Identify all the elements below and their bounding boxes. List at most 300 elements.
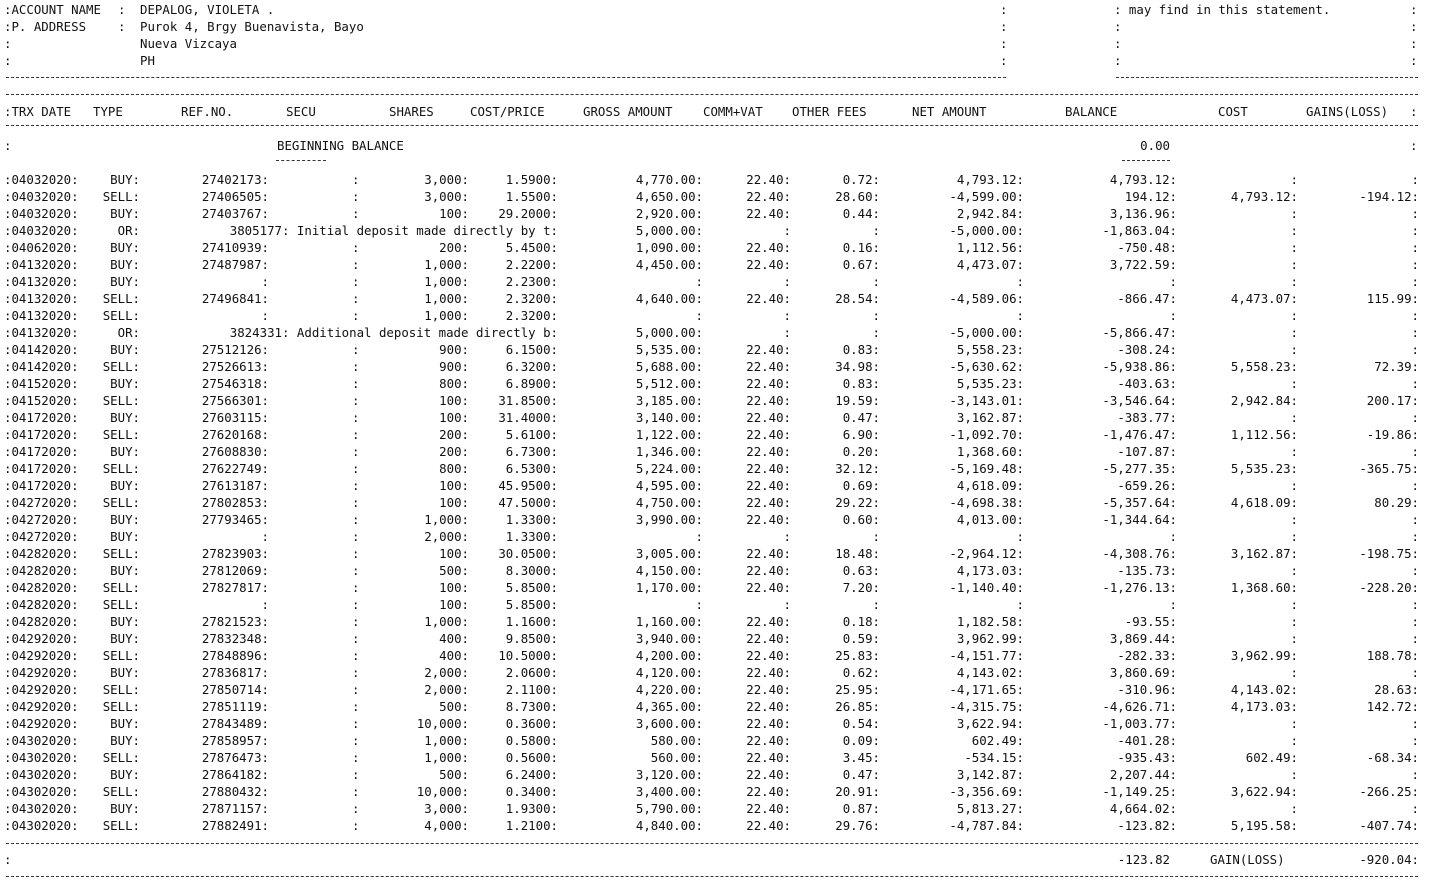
cell-net-amount: : xyxy=(1016,308,1024,323)
cell-balance: : xyxy=(1169,529,1177,544)
cell-balance: -1,863.04: xyxy=(1102,223,1177,238)
cell-gross-amount: 5,688.00: xyxy=(635,359,703,374)
table-row xyxy=(0,358,1430,375)
cell-balance: -107.87: xyxy=(1117,444,1177,459)
cell-cost: : xyxy=(1290,597,1298,612)
cell-trx-type: SELL: xyxy=(102,189,140,204)
table-row xyxy=(0,647,1430,664)
cell-ref-no: 27858957: xyxy=(201,733,269,748)
table-row xyxy=(0,443,1430,460)
cell-other-fees: 0.87: xyxy=(842,801,880,816)
cell-shares: 900: xyxy=(439,342,469,357)
cell-cost-price: 6.5300: xyxy=(505,461,558,476)
cell-shares: 800: xyxy=(439,376,469,391)
colon: : xyxy=(1410,53,1418,68)
cell-ref-no: 27613187: xyxy=(201,478,269,493)
colon: : xyxy=(1410,2,1418,17)
cell-gains-loss: : xyxy=(1411,444,1419,459)
cell-shares: 1,000: xyxy=(424,291,469,306)
table-row xyxy=(0,800,1430,817)
cell-ref-no: 27827817: xyxy=(201,580,269,595)
cell-other-fees: : xyxy=(872,274,880,289)
cell-shares: 400: xyxy=(439,631,469,646)
cell-comm-vat: 22.40: xyxy=(746,699,791,714)
divider xyxy=(1116,77,1418,78)
cell-comm-vat: 22.40: xyxy=(746,410,791,425)
cell-cost-price: 2.2200: xyxy=(505,257,558,272)
cell-other-fees: 25.95: xyxy=(835,682,880,697)
cell-ref-no: 27546318: xyxy=(201,376,269,391)
colon: : xyxy=(1114,53,1122,68)
cell-gross-amount: : xyxy=(695,308,703,323)
cell-trx-type: SELL: xyxy=(102,393,140,408)
cell-other-fees: 28.54: xyxy=(835,291,880,306)
table-row xyxy=(0,290,1430,307)
cell-cost: : xyxy=(1290,257,1298,272)
cell-secu: : xyxy=(352,767,360,782)
cell-trx-date: :04172020: xyxy=(4,461,79,476)
cell-ref-no: 27821523: xyxy=(201,614,269,629)
cell-balance: 3,860.69: xyxy=(1109,665,1177,680)
cell-secu: : xyxy=(352,801,360,816)
cell-balance: -1,344.64: xyxy=(1102,512,1177,527)
cell-gross-amount: 3,990.00: xyxy=(635,512,703,527)
beginning-balance-value: 0.00 xyxy=(1140,138,1170,153)
cell-cost: 4,793.12: xyxy=(1230,189,1298,204)
cell-balance: -403.63: xyxy=(1117,376,1177,391)
col-secu: SECU xyxy=(286,104,316,119)
cell-cost-price: 6.1500: xyxy=(505,342,558,357)
cell-gross-amount: 4,770.00: xyxy=(635,172,703,187)
cell-net-amount: -4,599.00: xyxy=(949,189,1024,204)
cell-net-amount: -5,000.00: xyxy=(949,223,1024,238)
cell-shares: 100: xyxy=(439,546,469,561)
table-row xyxy=(0,749,1430,766)
cell-trx-type: BUY: xyxy=(110,512,140,527)
cell-secu: : xyxy=(352,410,360,425)
divider xyxy=(6,843,1418,844)
colon: : xyxy=(4,138,12,153)
cell-gains-loss: -407.74: xyxy=(1359,818,1419,833)
cell-ref-no: 3824331: Additional deposit made directly b: xyxy=(229,325,558,340)
cell-ref-no: 27882491: xyxy=(201,818,269,833)
cell-comm-vat: 22.40: xyxy=(746,478,791,493)
cell-other-fees: 0.83: xyxy=(842,376,880,391)
cell-net-amount: 4,013.00: xyxy=(956,512,1024,527)
cell-ref-no: 27512126: xyxy=(201,342,269,357)
cell-gross-amount: 4,450.00: xyxy=(635,257,703,272)
cell-other-fees: 0.62: xyxy=(842,665,880,680)
cell-shares: 4,000: xyxy=(424,818,469,833)
cell-other-fees: 25.83: xyxy=(835,648,880,663)
cell-comm-vat: 22.40: xyxy=(746,716,791,731)
cell-net-amount: 4,793.12: xyxy=(956,172,1024,187)
cell-gains-loss: : xyxy=(1411,325,1419,340)
cell-gains-loss: : xyxy=(1411,206,1419,221)
cell-secu: : xyxy=(352,546,360,561)
cell-gross-amount: 4,120.00: xyxy=(635,665,703,680)
cell-secu: : xyxy=(352,376,360,391)
cell-secu: : xyxy=(352,733,360,748)
cell-comm-vat: 22.40: xyxy=(746,750,791,765)
colon: : xyxy=(1000,36,1008,51)
cell-other-fees: 0.69: xyxy=(842,478,880,493)
colon: : xyxy=(4,36,12,51)
cell-cost: : xyxy=(1290,206,1298,221)
cell-net-amount: 1,368.60: xyxy=(956,444,1024,459)
cell-balance: -310.96: xyxy=(1117,682,1177,697)
statement-note: : may find in this statement. xyxy=(1114,2,1331,17)
cell-cost-price: 1.1600: xyxy=(505,614,558,629)
cell-net-amount: 3,622.94: xyxy=(956,716,1024,731)
colon: : xyxy=(1114,36,1122,51)
cell-ref-no: 27793465: xyxy=(201,512,269,527)
cell-secu: : xyxy=(352,716,360,731)
address-line-3: PH xyxy=(140,53,155,68)
cell-comm-vat: 22.40: xyxy=(746,784,791,799)
cell-trx-type: SELL: xyxy=(102,682,140,697)
cell-balance: 2,207.44: xyxy=(1109,767,1177,782)
table-row xyxy=(0,477,1430,494)
divider xyxy=(6,876,1418,877)
cell-comm-vat: 22.40: xyxy=(746,189,791,204)
cell-secu: : xyxy=(352,631,360,646)
table-row xyxy=(0,732,1430,749)
cell-cost-price: 29.2000: xyxy=(498,206,558,221)
column-header-row xyxy=(0,103,1430,120)
cell-gains-loss: : xyxy=(1411,614,1419,629)
cell-other-fees: 0.16: xyxy=(842,240,880,255)
cell-gains-loss: : xyxy=(1411,801,1419,816)
cell-ref-no: : xyxy=(261,308,269,323)
table-row xyxy=(0,528,1430,545)
cell-net-amount: 2,942.84: xyxy=(956,206,1024,221)
cell-trx-date: :04132020: xyxy=(4,308,79,323)
cell-comm-vat: 22.40: xyxy=(746,461,791,476)
cell-gross-amount: 3,140.00: xyxy=(635,410,703,425)
cell-shares: 100: xyxy=(439,495,469,510)
cell-shares: 2,000: xyxy=(424,682,469,697)
cell-cost-price: 30.0500: xyxy=(498,546,558,561)
cell-secu: : xyxy=(352,427,360,442)
cell-gains-loss: -228.20: xyxy=(1359,580,1419,595)
cell-net-amount: -4,315.75: xyxy=(949,699,1024,714)
cell-other-fees: : xyxy=(872,529,880,544)
cell-ref-no: 27620168: xyxy=(201,427,269,442)
cell-shares: 200: xyxy=(439,427,469,442)
cell-other-fees: 0.59: xyxy=(842,631,880,646)
cell-trx-type: BUY: xyxy=(110,665,140,680)
cell-secu: : xyxy=(352,206,360,221)
cell-gross-amount: 4,200.00: xyxy=(635,648,703,663)
cell-ref-no: 27802853: xyxy=(201,495,269,510)
cell-cost: : xyxy=(1290,325,1298,340)
cell-gains-loss: : xyxy=(1411,631,1419,646)
cell-gains-loss: : xyxy=(1411,512,1419,527)
cell-ref-no: 27823903: xyxy=(201,546,269,561)
cell-ref-no: 27496841: xyxy=(201,291,269,306)
cell-balance: 3,722.59: xyxy=(1109,257,1177,272)
cell-gains-loss: 72.39: xyxy=(1374,359,1419,374)
cell-other-fees: 0.18: xyxy=(842,614,880,629)
cell-gains-loss: : xyxy=(1411,597,1419,612)
cell-trx-date: :04142020: xyxy=(4,342,79,357)
cell-trx-type: SELL: xyxy=(102,818,140,833)
cell-trx-type: BUY: xyxy=(110,410,140,425)
table-row xyxy=(0,409,1430,426)
cell-trx-type: BUY: xyxy=(110,257,140,272)
cell-balance: -308.24: xyxy=(1117,342,1177,357)
cell-trx-type: BUY: xyxy=(110,206,140,221)
cell-balance: -1,276.13: xyxy=(1102,580,1177,595)
cell-other-fees: 0.20: xyxy=(842,444,880,459)
table-row xyxy=(0,307,1430,324)
cell-cost-price: 5.4500: xyxy=(505,240,558,255)
cell-net-amount: 5,535.23: xyxy=(956,376,1024,391)
cell-gross-amount: 4,640.00: xyxy=(635,291,703,306)
cell-comm-vat: 22.40: xyxy=(746,580,791,595)
cell-trx-date: :04302020: xyxy=(4,750,79,765)
cell-gains-loss: : xyxy=(1411,665,1419,680)
cell-gains-loss: : xyxy=(1411,563,1419,578)
cell-gross-amount: 3,400.00: xyxy=(635,784,703,799)
cell-cost: 3,622.94: xyxy=(1230,784,1298,799)
cell-trx-type: SELL: xyxy=(102,427,140,442)
cell-trx-date: :04172020: xyxy=(4,427,79,442)
cell-other-fees: 0.54: xyxy=(842,716,880,731)
cell-trx-date: :04032020: xyxy=(4,189,79,204)
cell-net-amount: 3,162.87: xyxy=(956,410,1024,425)
table-row xyxy=(0,681,1430,698)
cell-trx-type: BUY: xyxy=(110,274,140,289)
cell-balance: -1,476.47: xyxy=(1102,427,1177,442)
cell-gains-loss: : xyxy=(1411,257,1419,272)
cell-secu: : xyxy=(352,784,360,799)
cell-balance: : xyxy=(1169,597,1177,612)
cell-cost-price: 2.3200: xyxy=(505,308,558,323)
cell-balance: -93.55: xyxy=(1124,614,1177,629)
cell-ref-no: 27850714: xyxy=(201,682,269,697)
cell-balance: -866.47: xyxy=(1117,291,1177,306)
cell-trx-date: :04282020: xyxy=(4,546,79,561)
cell-gains-loss: -19.86: xyxy=(1366,427,1419,442)
cell-trx-date: :04062020: xyxy=(4,240,79,255)
cell-cost: : xyxy=(1290,529,1298,544)
cell-comm-vat: 22.40: xyxy=(746,240,791,255)
cell-net-amount: -1,140.40: xyxy=(949,580,1024,595)
beginning-balance-label: BEGINNING BALANCE xyxy=(277,138,404,153)
cell-trx-type: BUY: xyxy=(110,172,140,187)
cell-cost: : xyxy=(1290,733,1298,748)
cell-gains-loss: : xyxy=(1411,172,1419,187)
cell-other-fees: : xyxy=(872,308,880,323)
cell-cost-price: 1.5900: xyxy=(505,172,558,187)
table-row xyxy=(0,426,1430,443)
cell-gross-amount: 1,160.00: xyxy=(635,614,703,629)
cell-trx-type: BUY: xyxy=(110,529,140,544)
cell-cost: 5,535.23: xyxy=(1230,461,1298,476)
cell-shares: 900: xyxy=(439,359,469,374)
cell-ref-no: : xyxy=(261,597,269,612)
cell-shares: 2,000: xyxy=(424,665,469,680)
cell-cost: 2,942.84: xyxy=(1230,393,1298,408)
cell-comm-vat: 22.40: xyxy=(746,801,791,816)
cell-balance: -5,357.64: xyxy=(1102,495,1177,510)
cell-trx-date: :04152020: xyxy=(4,393,79,408)
cell-other-fees: 0.47: xyxy=(842,767,880,782)
cell-trx-type: BUY: xyxy=(110,478,140,493)
cell-net-amount: 602.49: xyxy=(971,733,1024,748)
divider xyxy=(1122,160,1170,161)
cell-balance: -750.48: xyxy=(1117,240,1177,255)
cell-gross-amount: 5,224.00: xyxy=(635,461,703,476)
cell-cost-price: 2.1100: xyxy=(505,682,558,697)
table-row xyxy=(0,324,1430,341)
cell-ref-no: 27832348: xyxy=(201,631,269,646)
cell-gross-amount: 4,650.00: xyxy=(635,189,703,204)
cell-comm-vat: 22.40: xyxy=(746,512,791,527)
cell-other-fees: 26.85: xyxy=(835,699,880,714)
table-row xyxy=(0,715,1430,732)
colon: : xyxy=(118,2,126,17)
cell-comm-vat: 22.40: xyxy=(746,291,791,306)
cell-other-fees: 0.63: xyxy=(842,563,880,578)
cell-cost: 602.49: xyxy=(1245,750,1298,765)
cell-cost: 4,618.09: xyxy=(1230,495,1298,510)
cell-gross-amount: 3,005.00: xyxy=(635,546,703,561)
cell-trx-type: BUY: xyxy=(110,614,140,629)
cell-trx-date: :04152020: xyxy=(4,376,79,391)
address-line-2: Nueva Vizcaya xyxy=(140,36,237,51)
cell-ref-no: 27851119: xyxy=(201,699,269,714)
cell-comm-vat: : xyxy=(783,529,791,544)
table-row xyxy=(0,375,1430,392)
cell-trx-date: :04282020: xyxy=(4,563,79,578)
cell-other-fees: 0.44: xyxy=(842,206,880,221)
cell-gains-loss: -68.34: xyxy=(1366,750,1419,765)
cell-balance: -4,626.71: xyxy=(1102,699,1177,714)
cell-cost: 4,173.03: xyxy=(1230,699,1298,714)
cell-cost-price: 2.3200: xyxy=(505,291,558,306)
cell-comm-vat: 22.40: xyxy=(746,682,791,697)
cell-balance: -401.28: xyxy=(1117,733,1177,748)
cell-gross-amount: 4,750.00: xyxy=(635,495,703,510)
cell-gross-amount: 1,090.00: xyxy=(635,240,703,255)
cell-shares: 800: xyxy=(439,461,469,476)
cell-comm-vat: 22.40: xyxy=(746,359,791,374)
cell-trx-type: SELL: xyxy=(102,580,140,595)
cell-other-fees: 0.60: xyxy=(842,512,880,527)
colon: : xyxy=(1000,19,1008,34)
cell-gains-loss: : xyxy=(1411,308,1419,323)
cell-secu: : xyxy=(352,257,360,272)
cell-balance: -659.26: xyxy=(1117,478,1177,493)
cell-ref-no: 27526613: xyxy=(201,359,269,374)
cell-trx-date: :04272020: xyxy=(4,529,79,544)
cell-shares: 1,000: xyxy=(424,257,469,272)
cell-secu: : xyxy=(352,342,360,357)
cell-trx-type: SELL: xyxy=(102,597,140,612)
table-row xyxy=(0,562,1430,579)
cell-trx-type: SELL: xyxy=(102,495,140,510)
cell-trx-type: SELL: xyxy=(102,699,140,714)
cell-trx-date: :04302020: xyxy=(4,801,79,816)
cell-net-amount: 4,173.03: xyxy=(956,563,1024,578)
cell-cost-price: 6.8900: xyxy=(505,376,558,391)
col-gains-loss: GAINS(LOSS) xyxy=(1306,104,1389,119)
cell-gains-loss: : xyxy=(1411,274,1419,289)
cell-gross-amount: 4,150.00: xyxy=(635,563,703,578)
cell-comm-vat: 22.40: xyxy=(746,614,791,629)
cell-other-fees: 0.72: xyxy=(842,172,880,187)
cell-cost-price: 6.2400: xyxy=(505,767,558,782)
cell-trx-date: :04292020: xyxy=(4,631,79,646)
cell-cost: : xyxy=(1290,274,1298,289)
cell-gross-amount: 1,122.00: xyxy=(635,427,703,442)
cell-other-fees: 28.60: xyxy=(835,189,880,204)
cell-cost: 5,558.23: xyxy=(1230,359,1298,374)
cell-cost: : xyxy=(1290,240,1298,255)
cell-secu: : xyxy=(352,750,360,765)
cell-cost: : xyxy=(1290,512,1298,527)
cell-balance: -123.82: xyxy=(1117,818,1177,833)
cell-secu: : xyxy=(352,359,360,374)
cell-secu: : xyxy=(352,614,360,629)
ending-balance: -123.82 xyxy=(1117,852,1170,867)
col-ref-no: REF.NO. xyxy=(181,104,234,119)
cell-cost-price: 2.0600: xyxy=(505,665,558,680)
cell-gross-amount: 4,840.00: xyxy=(635,818,703,833)
cell-comm-vat: 22.40: xyxy=(746,257,791,272)
cell-comm-vat: 22.40: xyxy=(746,733,791,748)
cell-cost: : xyxy=(1290,223,1298,238)
cell-ref-no: 27871157: xyxy=(201,801,269,816)
cell-ref-no: 27403767: xyxy=(201,206,269,221)
cell-net-amount: -534.15: xyxy=(964,750,1024,765)
cell-other-fees: 29.76: xyxy=(835,818,880,833)
cell-cost-price: 8.7300: xyxy=(505,699,558,714)
table-row xyxy=(0,664,1430,681)
cell-comm-vat: 22.40: xyxy=(746,206,791,221)
cell-gross-amount: 2,920.00: xyxy=(635,206,703,221)
cell-comm-vat: 22.40: xyxy=(746,495,791,510)
cell-gross-amount: 4,220.00: xyxy=(635,682,703,697)
cell-cost: : xyxy=(1290,767,1298,782)
table-row xyxy=(0,698,1430,715)
divider xyxy=(276,160,326,161)
cell-trx-type: SELL: xyxy=(102,461,140,476)
cell-other-fees: : xyxy=(872,325,880,340)
cell-secu: : xyxy=(352,818,360,833)
cell-gains-loss: 142.72: xyxy=(1366,699,1419,714)
cell-shares: 100: xyxy=(439,597,469,612)
cell-gross-amount: : xyxy=(695,529,703,544)
cell-cost: : xyxy=(1290,444,1298,459)
cell-cost: : xyxy=(1290,478,1298,493)
cell-cost: : xyxy=(1290,308,1298,323)
cell-shares: 200: xyxy=(439,240,469,255)
cell-secu: : xyxy=(352,189,360,204)
colon: : xyxy=(4,852,12,867)
cell-cost-price: 0.5800: xyxy=(505,733,558,748)
cell-ref-no: 27864182: xyxy=(201,767,269,782)
cell-net-amount: -5,000.00: xyxy=(949,325,1024,340)
cell-trx-date: :04272020: xyxy=(4,495,79,510)
table-row xyxy=(0,188,1430,205)
divider xyxy=(6,77,1006,78)
table-row xyxy=(0,341,1430,358)
cell-comm-vat: 22.40: xyxy=(746,342,791,357)
